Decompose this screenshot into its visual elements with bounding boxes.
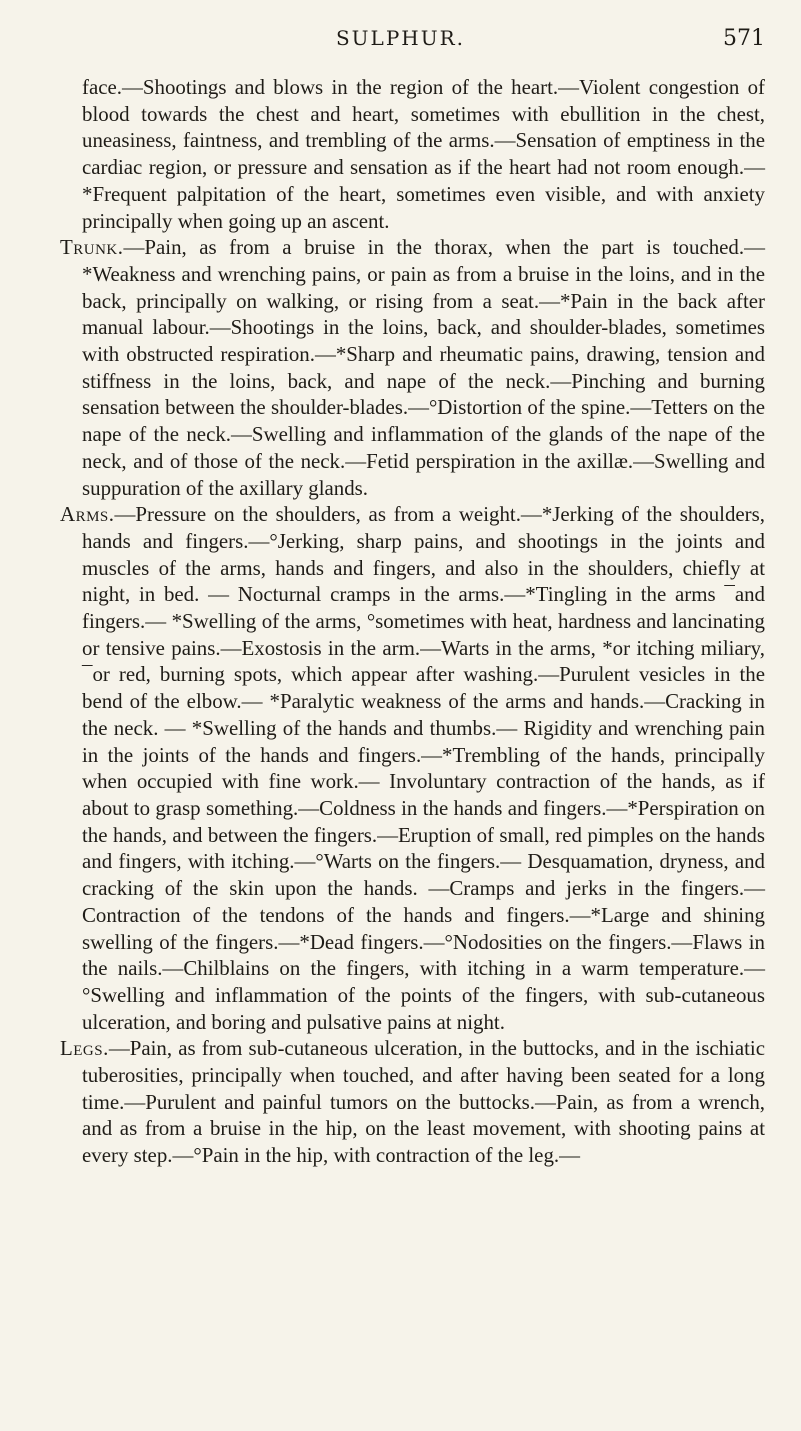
section-heading-trunk: Trunk. — [60, 235, 124, 260]
page-body — [60, 74, 765, 1169]
running-title: SULPHUR. — [335, 26, 465, 50]
section-heading-legs: Legs. — [60, 1036, 109, 1061]
paragraph-continuation — [60, 74, 765, 234]
paragraph-text: —Pain, as from sub-cutaneous ulceration, in the buttocks, and in the ischiatic tuberosities, principally when touched, and after having been seated for a long time.—Purulent and painful tumors on the buttocks.—Pain, as from a wrench, and as from a bruise in the hip, on the least movement, with shooting pains at every step.—°Pain in the hip, with contraction of the leg.— — [82, 1036, 765, 1168]
page-number: 571 — [723, 26, 765, 51]
running-head — [0, 26, 801, 56]
paragraph-text: face.—Shootings and blows in the region of the heart.—Violent congestion of blood towards the chest and heart, sometimes with ebullition in the chest, uneasiness, faintness, and trembling of the arms.—Sensation of emptiness in the cardiac region, or pressure and sensation as if the heart had not room enough.—*Frequent palpitation of the heart, sometimes even visible, and with anxiety principally when going up an ascent. — [82, 75, 765, 233]
paragraph-legs — [60, 1035, 765, 1169]
section-heading-arms: Arms. — [60, 502, 115, 527]
paragraph-arms — [60, 501, 765, 1035]
paragraph-text: —Pain, as from a bruise in the thorax, when the part is touched.—*Weakness and wrenching pains, or pain as from a bruise in the loins, and in the back, principally on walking, or rising from a seat.—*Pain in the back after manual labour.—Shootings in the loins, back, and shoulder-blades, sometimes with obstructed respiration.—*Sharp and rheumatic pains, drawing, tension and stiffness in the loins, back, and nape of the neck.—Pinching and burning sensation between the shoulder-blades.—°Distortion of the spine.—Tetters on the nape of the neck.—Swelling and inflammation of the glands of the nape of the neck, and of those of the neck.—Fetid perspiration in the axillæ.—Swelling and suppuration of the axillary glands. — [82, 235, 765, 500]
paragraph-text: —Pressure on the shoulders, as from a weight.—*Jerking of the shoulders, hands and fingers.—°Jerking, sharp pains, and shootings in the joints and muscles of the arms, hands and fingers, and also in the shoulders, chiefly at night, in bed. — Nocturnal cramps in the arms.—*Tingling in the arms ¯and fingers.— *Swelling of the arms, °sometimes with heat, hardness and lancinating or tensive pains.—Exostosis in the arm.—Warts in the arms, *or itching miliary, ¯or red, burning spots, which appear after washing.—Purulent vesicles in the bend of the elbow.— *Paralytic weakness of the arms and hands.—Cracking in the neck. — *Swelling of the hands and thumbs.— Rigidity and wrenching pain in the joints of the hands and fingers.—*Trembling of the hands, principally when occupied with fine work.— Involuntary contraction of the hands, as if about to grasp something.—Coldness in the hands and fingers.—*Perspiration on the hands, and between the fingers.—Eruption of small, red pimples on the hands and fingers, with itching.—°Warts on the fingers.— Desquamation, dryness, and cracking of the skin upon the hands. —Cramps and jerks in the fingers.—Contraction of the tendons of the hands and fingers.—*Large and shining swelling of the fingers.—*Dead fingers.—°Nodosities on the fingers.—Flaws in the nails.—Chilblains on the fingers, with itching in a warm temperature.—°Swelling and inflammation of the points of the fingers, with sub-cutaneous ulceration, and boring and pulsative pains at night. — [82, 502, 765, 1034]
paragraph-trunk — [60, 234, 765, 501]
